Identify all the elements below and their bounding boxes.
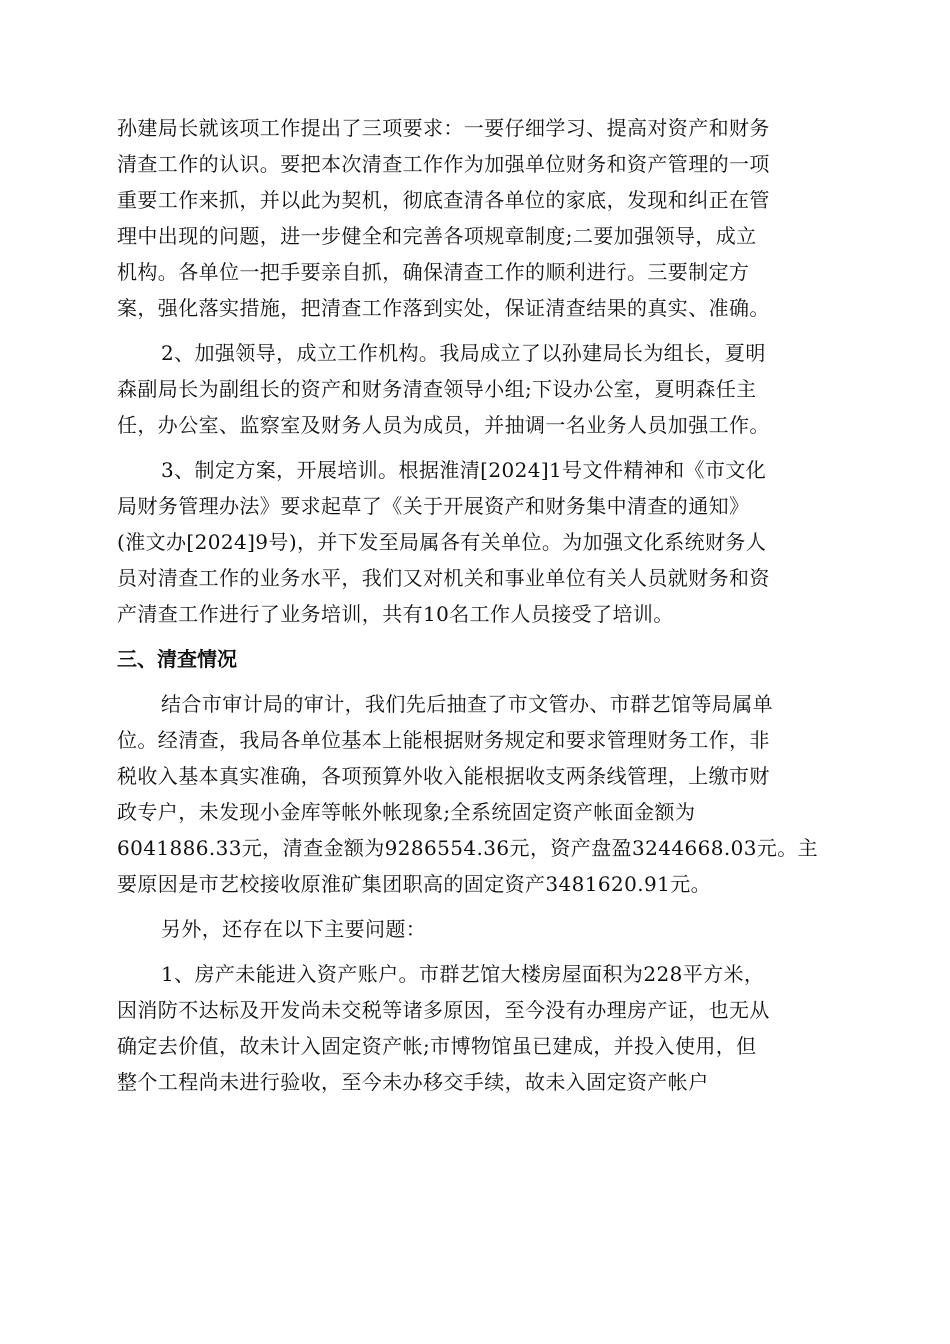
text-line: 政专户，未发现小金库等帐外帐现象;全系统固定资产帐面金额为 <box>117 800 696 824</box>
text-line: 1、房产未能进入资产账户。市群艺馆大楼房屋面积为228平方米， <box>161 962 765 986</box>
text-line: 税收入基本真实准确，各项预算外收入能根据收支两条线管理，上缴市财 <box>117 764 770 788</box>
paragraph-issues-intro <box>117 911 833 947</box>
paragraph-requirements <box>117 110 833 326</box>
text-line: 清查工作的认识。要把本次清查工作作为加强单位财务和资产管理的一项 <box>117 152 770 176</box>
text-line: 整个工程尚未进行验收，至今未办移交手续，故未入固定资产帐户 <box>117 1070 709 1094</box>
text-line: 森副局长为副组长的资产和财务清查领导小组;下设办公室，夏明森任主 <box>117 377 757 401</box>
text-line: 确定去价值，故未计入固定资产帐;市博物馆虽已建成，并投入使用，但 <box>117 1034 757 1058</box>
text-line: 另外，还存在以下主要问题： <box>161 917 427 941</box>
text-line: (淮文办[2024]9号)，并下发至局属各有关单位。为加强文化系统财务人 <box>117 530 767 554</box>
text-line: 机构。各单位一把手要亲自抓，确保清查工作的顺利进行。三要制定方 <box>117 260 750 284</box>
text-line: 2、加强领导，成立工作机构。我局成立了以孙建局长为组长，夏明 <box>161 341 766 365</box>
text-line: 理中出现的问题，进一步健全和完善各项规章制度;二要加强领导，成立 <box>117 224 757 248</box>
text-line: 位。经清查，我局各单位基本上能根据财务规定和要求管理财务工作，非 <box>117 728 770 752</box>
text-line: 案，强化落实措施，把清查工作落到实处，保证清查结果的真实、准确。 <box>117 296 770 320</box>
paragraph-leadership <box>117 335 833 443</box>
paragraph-property-issue <box>117 956 833 1100</box>
paragraph-audit-results <box>117 686 833 902</box>
text-line: 孙建局长就该项工作提出了三项要求：一要仔细学习、提高对资产和财务 <box>117 116 770 140</box>
text-line: 6041886.33元，清查金额为9286554.36元，资产盘盈3244668.03元。主 <box>117 836 819 860</box>
text-line: 局财务管理办法》要求起草了《关于开展资产和财务集中清查的通知》 <box>117 494 750 518</box>
document-body <box>117 110 833 1100</box>
text-line: 3、制定方案，开展培训。根据淮清[2024]1号文件精神和《市文化 <box>161 458 767 482</box>
text-line: 重要工作来抓，并以此为契机，彻底查清各单位的家底，发现和纠正在管 <box>117 188 770 212</box>
text-line: 因消防不达标及开发尚未交税等诸多原因，至今没有办理房产证，也无从 <box>117 998 770 1022</box>
text-line: 员对清查工作的业务水平，我们又对机关和事业单位有关人员就财务和资 <box>117 566 770 590</box>
text-line: 产清查工作进行了业务培训，共有10名工作人员接受了培训。 <box>117 602 674 626</box>
text-line: 结合市审计局的审计，我们先后抽查了市文管办、市群艺馆等局属单 <box>161 692 773 716</box>
text-line: 任，办公室、监察室及财务人员为成员，并抽调一名业务人员加强工作。 <box>117 413 770 437</box>
section-heading: 三、清查情况 <box>117 647 237 671</box>
paragraph-training <box>117 452 833 632</box>
text-line: 要原因是市艺校接收原淮矿集团职高的固定资产3481620.91元。 <box>117 872 712 896</box>
